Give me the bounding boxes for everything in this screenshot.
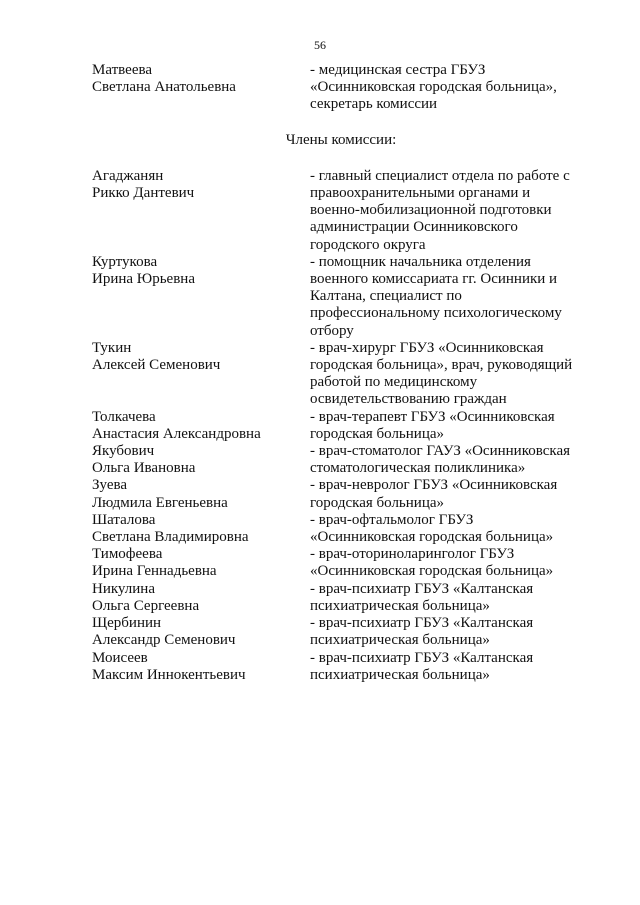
surname: Агаджанян (92, 167, 164, 184)
role-line: психиатрическая больница» (310, 666, 490, 683)
members-list (92, 168, 612, 684)
members-heading: Члены комиссии: (285, 131, 397, 148)
member-entry (92, 477, 612, 511)
role-line: - врач-психиатр ГБУЗ «Калтанская (310, 580, 534, 597)
role-line: правоохранительными органами и (310, 185, 531, 202)
member-name (92, 409, 310, 443)
role-line: - помощник начальника отделения (310, 253, 531, 270)
secretary-name (92, 62, 310, 96)
secretary-entry (92, 62, 612, 114)
member-role (310, 409, 610, 443)
role-line: - медицинская сестра ГБУЗ (310, 62, 486, 78)
surname: Тукин (92, 339, 132, 356)
surname: Якубович (92, 443, 155, 460)
member-entry (92, 168, 612, 254)
member-role (310, 650, 610, 684)
surname: Толкачева (92, 408, 156, 425)
role-line: городская больница» (310, 494, 445, 511)
given-names: Людмила Евгеньевна (92, 494, 228, 511)
surname: Моисеев (92, 649, 148, 666)
role-line: «Осинниковская городская больница», (310, 79, 557, 96)
role-line: отбору (310, 322, 354, 339)
role-line: стоматологическая поликлиника» (310, 460, 526, 477)
role-line: работой по медицинскому (310, 374, 478, 391)
member-role (310, 581, 610, 615)
member-entry (92, 340, 612, 409)
given-names: Ольга Ивановна (92, 460, 196, 477)
member-name (92, 546, 310, 580)
surname: Шаталова (92, 511, 156, 528)
given-names: Светлана Анатольевна (92, 79, 236, 96)
role-line: освидетельствованию граждан (310, 391, 507, 408)
member-name (92, 650, 310, 684)
member-entry (92, 615, 612, 649)
role-line: - врач-психиатр ГБУЗ «Калтанская (310, 649, 534, 666)
role-line: городская больница» (310, 425, 445, 442)
role-line: психиатрическая больница» (310, 632, 490, 649)
role-line: «Осинниковская городская больница» (310, 529, 554, 546)
member-role (310, 254, 610, 340)
role-line: администрации Осинниковского (310, 219, 518, 236)
member-name (92, 581, 310, 615)
member-role (310, 477, 610, 511)
role-line: «Осинниковская городская больница» (310, 563, 554, 580)
role-line: военного комиссариата гг. Осинники и (310, 271, 558, 288)
member-name (92, 254, 310, 288)
given-names: Рикко Дантевич (92, 185, 195, 202)
surname: Зуева (92, 477, 128, 494)
given-names: Светлана Владимировна (92, 529, 249, 546)
given-names: Ирина Юрьевна (92, 271, 195, 288)
role-line: - главный специалист отдела по работе с (310, 167, 570, 184)
member-name (92, 340, 310, 374)
given-names: Алексей Семенович (92, 357, 221, 374)
member-role (310, 168, 610, 254)
page-number: 56 (314, 38, 326, 52)
role-line: городского округа (310, 236, 426, 253)
member-entry (92, 409, 612, 443)
given-names: Ольга Сергеевна (92, 597, 200, 614)
member-entry (92, 581, 612, 615)
member-name (92, 477, 310, 511)
member-entry (92, 254, 612, 340)
member-entry (92, 546, 612, 580)
member-role (310, 443, 610, 477)
role-line: - врач-хирург ГБУЗ «Осинниковская (310, 339, 544, 356)
role-line: городская больница», врач, руководящий (310, 357, 573, 374)
role-line: Калтана, специалист по (310, 288, 462, 305)
role-line: - врач-невролог ГБУЗ «Осинниковская (310, 477, 558, 494)
role-line: - врач-стоматолог ГАУЗ «Осинниковская (310, 443, 570, 460)
role-line: - врач-терапевт ГБУЗ «Осинниковская (310, 408, 555, 425)
secretary-role (310, 62, 610, 114)
given-names: Максим Иннокентьевич (92, 666, 246, 683)
surname: Куртукова (92, 253, 158, 270)
given-names: Александр Семенович (92, 632, 236, 649)
member-role (310, 340, 610, 409)
role-line: профессиональному психологическому (310, 305, 562, 322)
member-role (310, 512, 610, 546)
member-entry (92, 512, 612, 546)
role-line: секретарь комиссии (310, 96, 438, 113)
member-entry (92, 443, 612, 477)
member-role (310, 615, 610, 649)
member-name (92, 443, 310, 477)
surname: Никулина (92, 580, 155, 597)
member-name (92, 615, 310, 649)
member-entry (92, 650, 612, 684)
surname: Матвеева (92, 62, 153, 78)
role-line: военно-мобилизационной подготовки (310, 202, 552, 219)
surname: Щербинин (92, 615, 162, 632)
surname: Тимофеева (92, 546, 163, 563)
member-name (92, 168, 310, 202)
role-line: - врач-оториноларинголог ГБУЗ (310, 546, 515, 563)
role-line: - врач-психиатр ГБУЗ «Калтанская (310, 615, 534, 632)
role-line: - врач-офтальмолог ГБУЗ (310, 511, 474, 528)
given-names: Ирина Геннадьевна (92, 563, 217, 580)
member-role (310, 546, 610, 580)
member-name (92, 512, 310, 546)
commission-list (92, 62, 612, 684)
role-line: психиатрическая больница» (310, 597, 490, 614)
given-names: Анастасия Александровна (92, 425, 261, 442)
